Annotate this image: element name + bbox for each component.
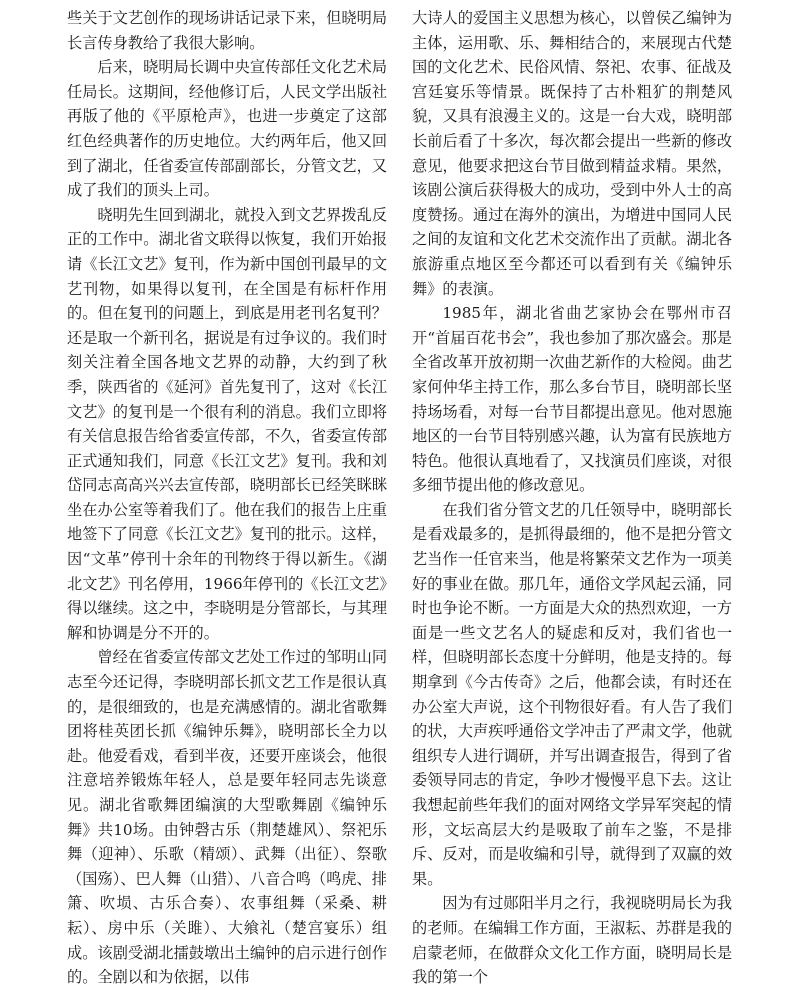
left-column <box>67 6 387 990</box>
paragraph: 1985年，湖北省曲艺家协会在鄂州市召开“首届百花书会”，我也参加了那次盛会。那是全省改革开放初期一次曲艺新作的大检阅。曲艺家何仲华主持工作，那么多台节目，晓明部长坚持场场看，对每一台节目都提出意见。他对恩施地区的一台节目特别感兴趣，认为富有民族地方特色。他很认真地看了，又找演员们座谈，对很多细节提出他的修改意见。 <box>412 304 732 495</box>
paragraph: 因为有过郧阳半月之行，我视晓明局长为我的老师。在编辑工作方面，王淑耘、苏群是我的启蒙老师，在做群众文化工作方面，晓明局长是我的第一个 <box>412 894 732 987</box>
paragraph: 后来，晓明局长调中央宣传部任文化艺术局任局长。这期间，经他修订后，人民文学出版社再版了他的《平原枪声》，也进一步奠定了这部红色经典著作的历史地位。大约两年后，他又回到了湖北，任省委宣传部副部长，分管文艺，又成了我们的顶头上司。 <box>67 58 387 200</box>
paragraph: 晓明先生回到湖北，就投入到文艺界拨乱反正的工作中。湖北省文联得以恢复，我们开始报请《长江文艺》复刊，作为新中国创刊最早的文艺刊物，如果得以复刊，在全国是有标杆作用的。但在复刊的问题上，到底是用老刊名复刊？还是取一个新刊名，据说是有过争议的。我们时刻关注着全国各地文艺界的动静，大约到了秋季，陕西省的《延河》首先复刊了，这对《长江文艺》的复刊是一个很有利的消息。我们立即将有关信息报告给省委宣传部，不久，省委宣传部正式通知我们，同意《长江文艺》复刊。我和刘岱同志高高兴兴去宣传部，晓明部长已经笑眯眯坐在办公室等着我们了。他在我们的报告上庄重地签下了同意《长江文艺》复刊的批示。这样，因“文革”停刊十余年的刊物终于得以新生。《湖北文艺》刊名停用，1966年停刊的《长江文艺》得以继续。这之中，李晓明是分管部长，与其理解和协调是分不开的。 <box>67 205 387 642</box>
right-column <box>412 6 732 990</box>
paragraph-continuation: 大诗人的爱国主义思想为核心，以曾侯乙编钟为主体，运用歌、乐、舞相结合的，来展现古代楚国的文化艺术、民俗风情、祭祀、农事、征战及宫廷宴乐等情景。既保持了古朴粗犷的荆楚风貌，又具有浪漫主义的。这是一台大戏，晓明部长前后看了十多次，每次都会提出一些新的修改意见，他要求把这台节目做到精益求精。果然，该剧公演后获得极大的成功，受到中外人士的高度赞扬。通过在海外的演出，为增进中国同人民之间的友谊和文化艺术交流作出了贡献。湖北各旅游重点地区至今都还可以看到有关《编钟乐舞》的表演。 <box>412 9 732 298</box>
paragraph-continuation: 些关于文艺创作的现场讲话记录下来，但晓明局长言传身教给了我很大影响。 <box>67 9 387 52</box>
paragraph: 曾经在省委宣传部文艺处工作过的邹明山同志至今还记得，李晓明部长抓文艺工作是很认真的，是很细致的，也是充满感情的。湖北省歌舞团将桂英团长抓《编钟乐舞》，晓明部长全力以赴。他爱看戏，看到半夜，还要开座谈会，他很注意培养锻炼年轻人，总是要年轻同志先谈意见。湖北省歌舞团编演的大型歌舞剧《编钟乐舞》共10场。由钟磬古乐（荆楚雄风）、祭祀乐舞（迎神）、乐歌（精颂）、武舞（出征）、祭歌（国殇）、巴人舞（山猎）、八音合鸣（鸣虎、排箫、吹埙、古乐合奏）、农事组舞（采桑、耕耘）、房中乐（关雎）、大飨礼（楚宫宴乐）组成。该剧受湖北擂鼓墩出土编钟的启示进行创作的。全剧以和为依据，以伟 <box>67 648 387 987</box>
paragraph: 在我们省分管文艺的几任领导中，晓明部长是看戏最多的，是抓得最细的，他不是把分管文艺当作一任官来当，他是将繁荣文艺作为一项美好的事业在做。那几年，通俗文学风起云涌，同时也争论不断。一方面是大众的热烈欢迎，一方面是一些文艺名人的疑虑和反对，我们省也一样，但晓明部长态度十分鲜明，他是支持的。每期拿到《今古传奇》之后，他都会读，有时还在办公室大声说，这个刊物很好看。有人告了我们的状，大声疾呼通俗文学冲击了严肃文学，他就组织专人进行调研，并写出调查报告，得到了省委领导同志的肯定，争吵才慢慢平息下去。这让我想起前些年我们的面对网络文学异军突起的情形，文坛高层大约是吸取了前车之鉴，不是排斥、反对，而是收编和引导，就得到了双赢的效果。 <box>412 500 732 888</box>
